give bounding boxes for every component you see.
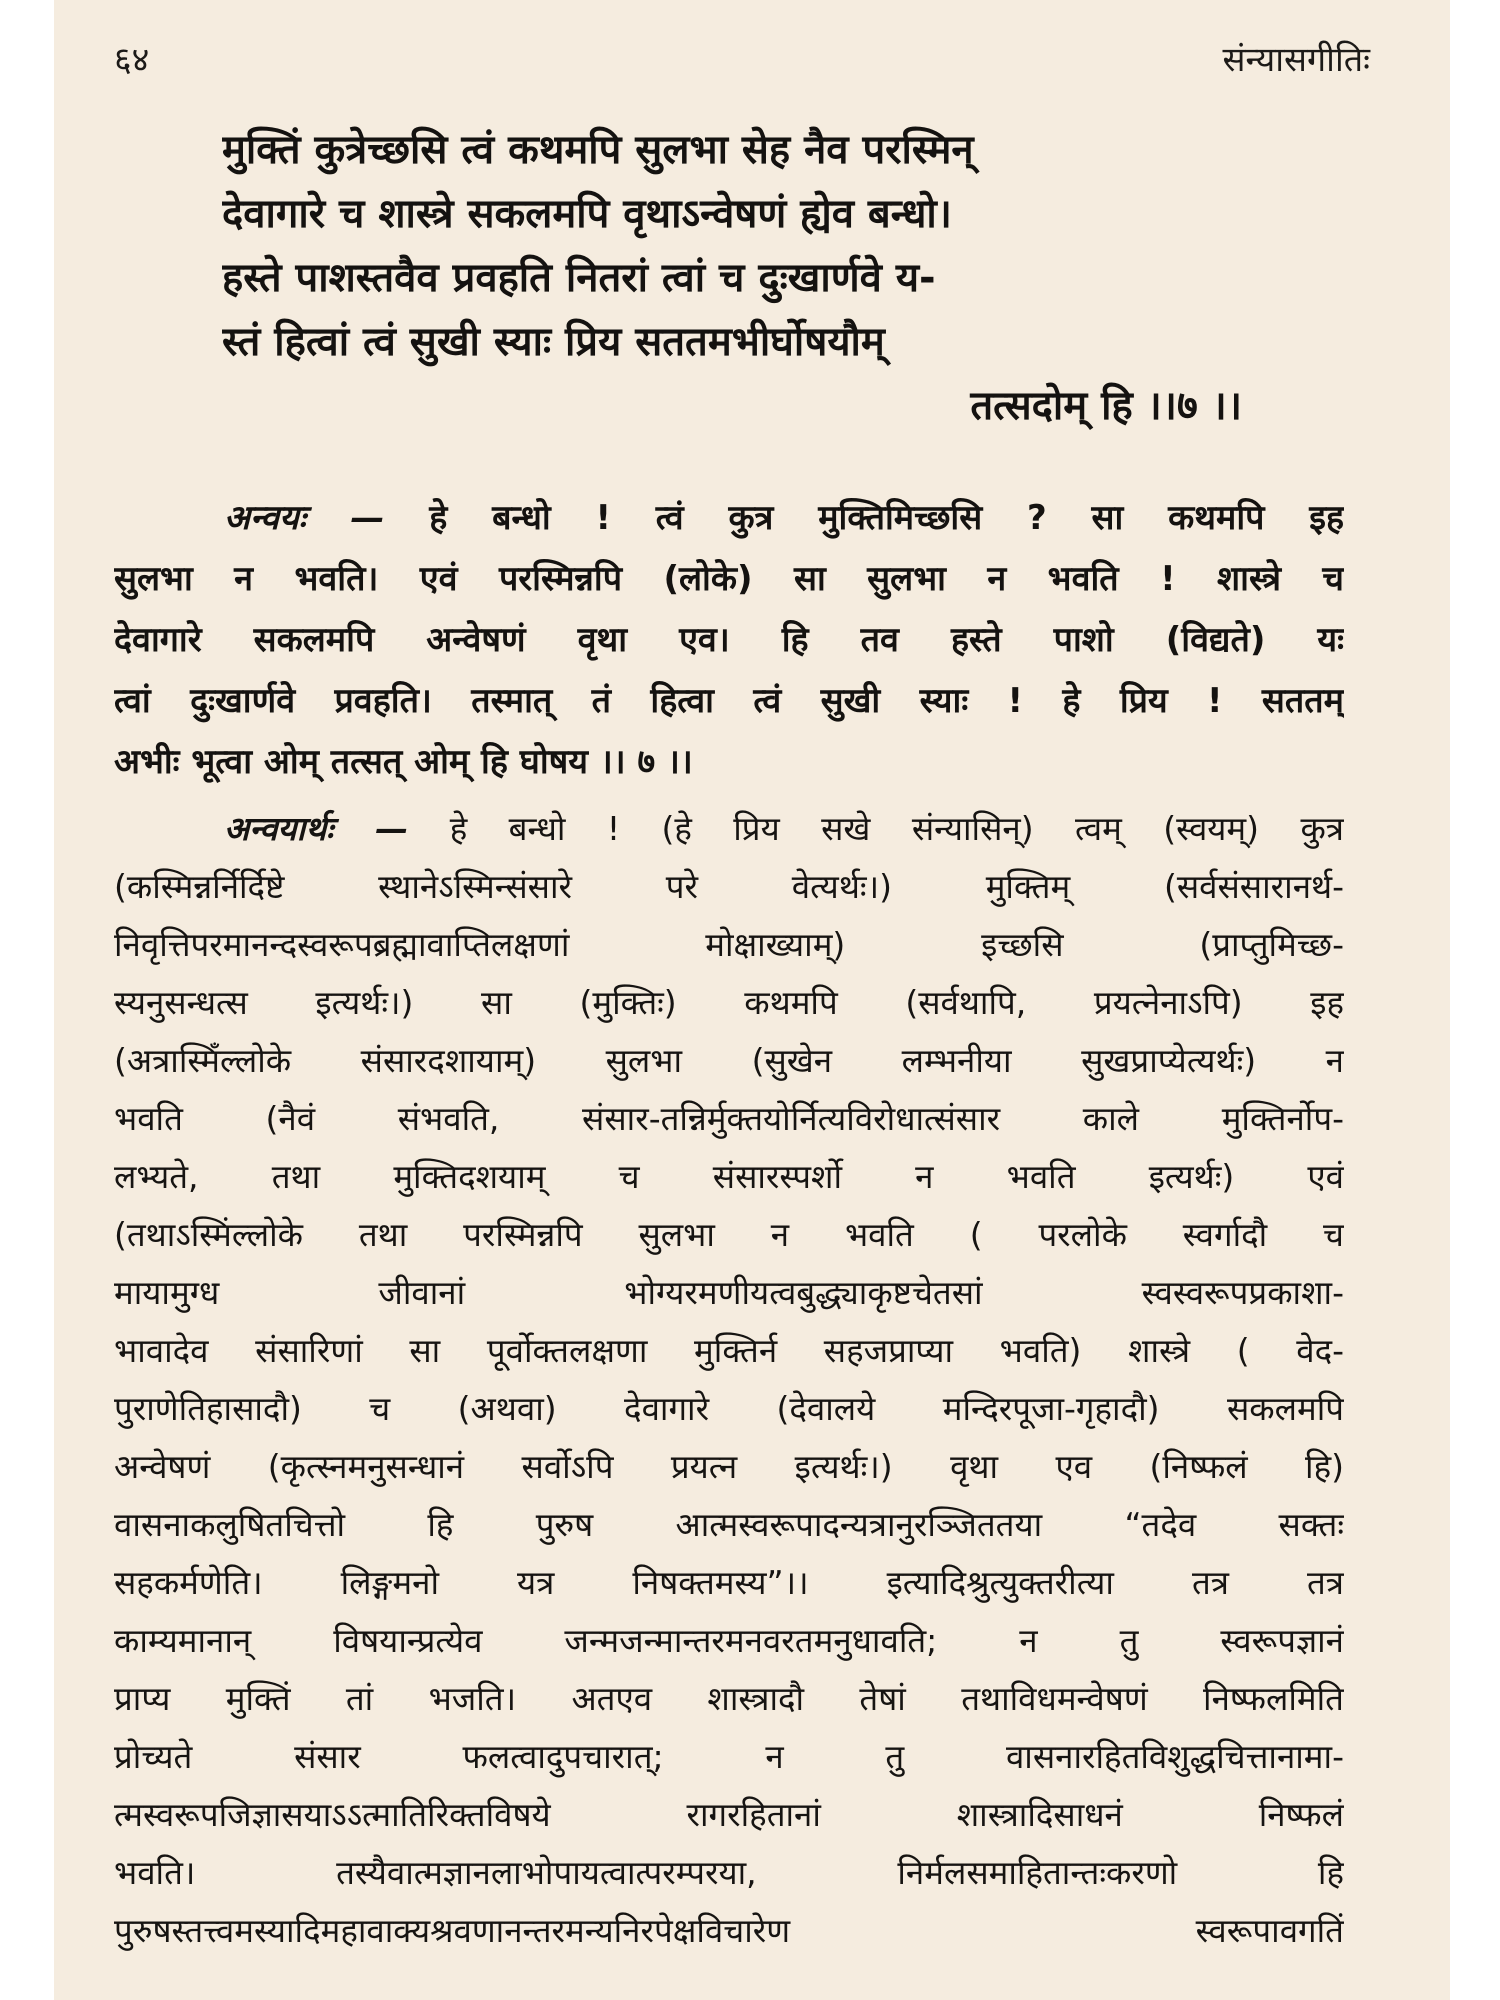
paragraph-line: प्रोच्यते संसार फलत्वादुपचारात्; न तु वासनारहितविशुद्धचित्तानामा-: [114, 1737, 1344, 1776]
paragraph-line: त्मस्वरूपजिज्ञासयाऽऽत्मातिरिक्तविषये रागरहितानां शास्त्रादिसाधनं निष्फलं: [114, 1795, 1344, 1834]
paragraph-line: देवागारे सकलमपि अन्वेषणं वृथा एव। हि तव हस्ते पाशो (विद्यते) यः: [114, 620, 1344, 660]
paragraph-line: त्वां दुःखार्णवे प्रवहति। तस्मात् तं हित्वा त्वं सुखी स्याः ! हे प्रिय ! सततम्: [114, 681, 1344, 721]
paragraph-line: काम्यमानान् विषयान्प्रत्येव जन्मजन्मान्तरमनवरतमनुधावति; न तु स्वरूपज्ञानं: [114, 1621, 1344, 1660]
verse-line-ending: तत्सदोम् हि ।।७ ।।: [970, 383, 1242, 429]
paragraph-line: भवति (नैवं संभवति, संसार-तन्निर्मुक्तयोर्नित्यविरोधात्संसार काले मुक्तिर्नोप-: [114, 1099, 1344, 1138]
verse-line: स्तं हित्वां त्वं सुखी स्याः प्रिय सततमभीर्घोषयौम्: [222, 319, 885, 365]
paragraph-line: [114, 488, 1344, 549]
anvaya-paragraph: [114, 488, 1344, 793]
paragraph-line: लभ्यते, तथा मुक्तिदशयाम् च संसारस्पर्शो न भवति इत्यर्थः) एवं: [114, 1157, 1344, 1196]
anvayartha-label: अन्वयार्थः —: [224, 809, 409, 848]
paragraph-line: मायामुग्ध जीवानां भोग्यरमणीयत्वबुद्ध्याकृष्टचेतसां स्वस्वरूपप्रकाशा-: [114, 1273, 1344, 1312]
paragraph-line: पुराणेतिहासादौ) च (अथवा) देवागारे (देवालये मन्दिरपूजा-गृहादौ) सकलमपि: [114, 1389, 1344, 1428]
verse-line: हस्ते पाशस्तवैव प्रवहति नितरां त्वां च दुःखार्णवे य-: [222, 255, 936, 301]
paragraph-line: अन्वेषणं (कृत्स्नमनुसन्धानं सर्वोऽपि प्रयत्न इत्यर्थः।) वृथा एव (निष्फलं हि): [114, 1447, 1344, 1486]
paragraph-line: पुरुषस्तत्त्वमस्यादिमहावाक्यश्रवणानन्तरमन्यनिरपेक्षविचारेण स्वरूपावगतिं: [114, 1911, 1344, 1950]
paragraph-line: निवृत्तिपरमानन्दस्वरूपब्रह्मावाप्तिलक्षणां मोक्षाख्याम्) इच्छसि (प्राप्तुमिच्छ-: [114, 925, 1344, 964]
anvaya-label: अन्वयः —: [224, 498, 385, 538]
verse-line: देवागारे च शास्त्रे सकलमपि वृथाऽन्वेषणं ह्येव बन्धो।: [222, 191, 952, 237]
verse-block: [222, 118, 1332, 438]
paragraph-line-text: हे बन्धो ! त्वं कुत्र मुक्तिमिच्छसि ? सा कथमपि इह: [429, 498, 1344, 538]
paragraph-line: (तथाऽस्मिंल्लोके तथा परस्मिन्नपि सुलभा न भवति ( परलोके स्वर्गादौ च: [114, 1215, 1344, 1254]
paragraph-line: [114, 800, 1344, 858]
paragraph-line: सहकर्मणेति। लिङ्गमनो यत्र निषक्तमस्य”।। इत्यादिश्रुत्युक्तरीत्या तत्र तत्र: [114, 1563, 1344, 1602]
paragraph-line: भावादेव संसारिणां सा पूर्वोक्तलक्षणा मुक्तिर्न सहजप्राप्या भवति) शास्त्रे ( वेद-: [114, 1331, 1344, 1370]
verse-line: मुक्तिं कुत्रेच्छसि त्वं कथमपि सुलभा सेह नैव परस्मिन्: [222, 127, 974, 173]
running-title: संन्यासगीतिः: [1222, 40, 1370, 80]
paragraph-line: स्यनुसन्धत्स इत्यर्थः।) सा (मुक्तिः) कथमपि (सर्वथापि, प्रयत्नेनाऽपि) इह: [114, 983, 1344, 1022]
paragraph-line-text: हे बन्धो ! (हे प्रिय सखे संन्यासिन्) त्वम् (स्वयम्) कुत्र: [449, 809, 1344, 848]
paragraph-line: प्राप्य मुक्तिं तां भजति। अतएव शास्त्रादौ तेषां तथाविधमन्वेषणं निष्फलमिति: [114, 1679, 1344, 1718]
paragraph-line: भवति। तस्यैवात्मज्ञानलाभोपायत्वात्परम्परया, निर्मलसमाहितान्तःकरणो हि: [114, 1853, 1344, 1892]
page-number: ६४: [114, 40, 150, 80]
paragraph-line: (अत्रास्मिँल्लोके संसारदशायाम्) सुलभा (सुखेन लम्भनीया सुखप्राप्येत्यर्थः) न: [114, 1041, 1344, 1080]
anvayartha-paragraph: [114, 800, 1344, 1960]
paragraph-line: सुलभा न भवति। एवं परस्मिन्नपि (लोके) सा सुलभा न भवति ! शास्त्रे च: [114, 559, 1344, 599]
paragraph-line: अभीः भूत्वा ओम् तत्सत् ओम् हि घोषय ।। ७ ।।: [114, 742, 693, 782]
paragraph-line: वासनाकलुषितचित्तो हि पुरुष आत्मस्वरूपादन्यत्रानुरञ्जिततया “तदेव सक्तः: [114, 1505, 1344, 1544]
paragraph-line: (कस्मिन्नर्निर्दिष्टे स्थानेऽस्मिन्संसारे परे वेत्यर्थः।) मुक्तिम् (सर्वसंसारानर्थ-: [114, 867, 1344, 906]
